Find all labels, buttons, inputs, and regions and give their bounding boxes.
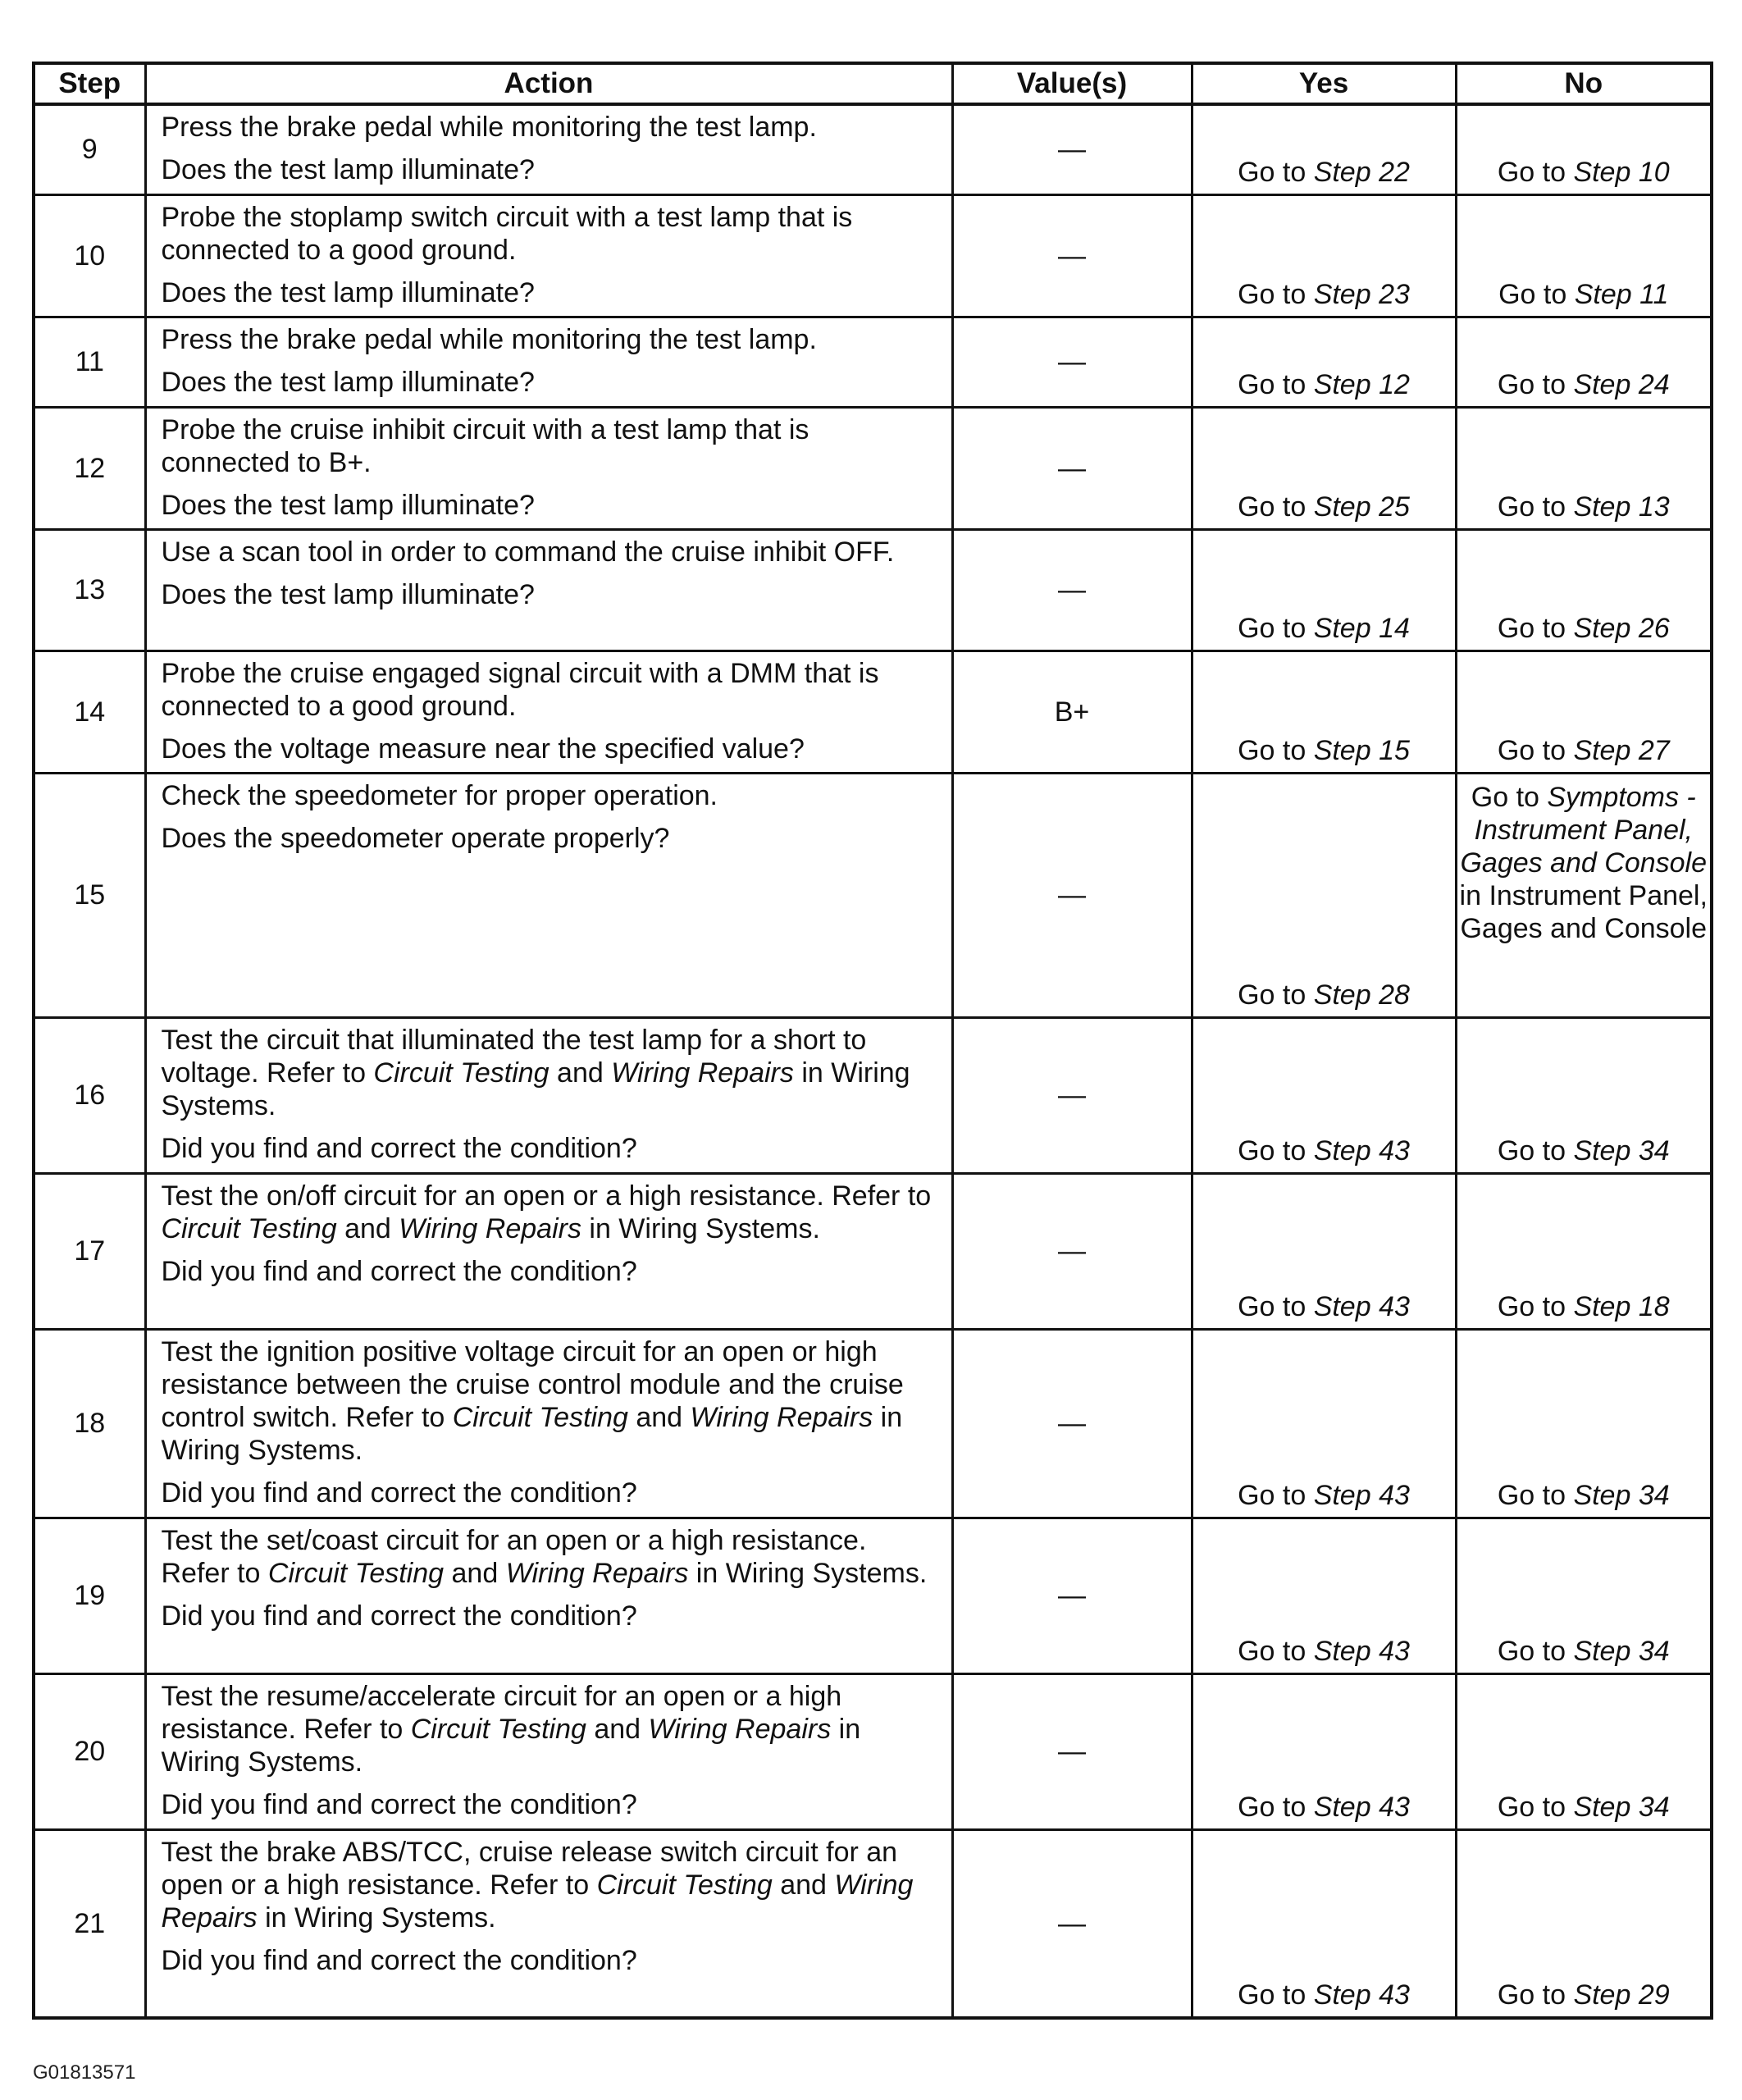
action-question: Did you find and correct the condition? bbox=[161, 1132, 637, 1164]
goto-text: Go to bbox=[1471, 781, 1548, 813]
goto-step-link[interactable]: Step 15 bbox=[1313, 734, 1410, 766]
goto-text: Go to bbox=[1238, 1290, 1314, 1322]
yes-cell bbox=[1192, 407, 1456, 529]
action-text-segment: and bbox=[627, 1401, 691, 1433]
table-row bbox=[34, 1829, 1712, 2018]
action-text bbox=[162, 1680, 940, 1778]
value-cell: — bbox=[952, 1829, 1192, 2018]
table-row bbox=[34, 194, 1712, 317]
action-question: Did you find and correct the condition? bbox=[161, 1788, 637, 1820]
step-number: 14 bbox=[34, 651, 145, 773]
action-question: Does the voltage measure near the specified value? bbox=[161, 733, 805, 765]
yes-cell bbox=[1192, 651, 1456, 773]
reference-title: Wiring Repairs bbox=[399, 1212, 581, 1244]
action-text-segment: and bbox=[444, 1557, 506, 1589]
goto-step-link[interactable]: Step 10 bbox=[1573, 156, 1670, 188]
action-text-segment: and bbox=[772, 1869, 835, 1901]
value-cell: — bbox=[952, 1173, 1192, 1329]
goto-step-link[interactable]: Step 22 bbox=[1313, 156, 1410, 188]
step-number: 17 bbox=[34, 1173, 145, 1329]
action-cell bbox=[145, 1518, 952, 1673]
action-text-segment: Press the brake pedal while monitoring the test lamp. bbox=[161, 112, 817, 143]
action-cell bbox=[145, 1329, 952, 1518]
goto-text: Go to bbox=[1238, 1791, 1314, 1823]
step-number: 9 bbox=[34, 104, 145, 194]
goto-step-link[interactable]: Step 43 bbox=[1313, 1290, 1410, 1322]
step-number: 16 bbox=[34, 1017, 145, 1173]
reference-title: Wiring Repairs bbox=[690, 1401, 873, 1433]
reference-title: Wiring Repairs bbox=[648, 1713, 832, 1745]
goto-text: Go to bbox=[1498, 278, 1575, 310]
goto-step-link[interactable]: Step 43 bbox=[1313, 1791, 1410, 1823]
table-row bbox=[34, 1017, 1712, 1173]
table-row bbox=[34, 1329, 1712, 1518]
reference-title: Circuit Testing bbox=[161, 1212, 337, 1244]
action-cell bbox=[145, 104, 952, 194]
action-text-segment: Test the on/off circuit for an open or a high resistance. Refer to bbox=[161, 1180, 932, 1212]
action-text bbox=[162, 323, 940, 356]
action-question: Did you find and correct the condition? bbox=[161, 1477, 637, 1509]
step-number: 20 bbox=[34, 1673, 145, 1829]
table-row bbox=[34, 529, 1712, 651]
action-question: Does the test lamp illuminate? bbox=[161, 489, 535, 521]
yes-cell bbox=[1192, 104, 1456, 194]
action-question: Does the test lamp illuminate? bbox=[161, 276, 535, 308]
header-yes: Yes bbox=[1192, 63, 1456, 104]
action-text-segment: Probe the stoplamp switch circuit with a test lamp that is connected to a good ground. bbox=[161, 201, 853, 266]
table-row bbox=[34, 104, 1712, 194]
action-text-segment: and bbox=[549, 1057, 612, 1089]
step-number: 11 bbox=[34, 317, 145, 407]
goto-step-link[interactable]: Step 29 bbox=[1573, 1979, 1670, 2011]
goto-reference-link[interactable]: Symptoms - Instrument Panel, Gages and Console bbox=[1460, 781, 1708, 879]
header-step: Step bbox=[34, 63, 145, 104]
action-text-segment: Press the brake pedal while monitoring the test lamp. bbox=[161, 323, 817, 355]
yes-cell bbox=[1192, 773, 1456, 1017]
goto-text: Go to bbox=[1238, 368, 1314, 400]
table-row bbox=[34, 773, 1712, 1017]
goto-step-link[interactable]: Step 34 bbox=[1573, 1134, 1670, 1166]
goto-text: Go to bbox=[1497, 368, 1574, 400]
reference-title: Wiring Repairs bbox=[611, 1057, 794, 1089]
goto-step-link[interactable]: Step 43 bbox=[1313, 1134, 1410, 1166]
figure-id: G01813571 bbox=[33, 2061, 136, 2084]
yes-cell bbox=[1192, 1173, 1456, 1329]
yes-cell bbox=[1192, 194, 1456, 317]
goto-step-link[interactable]: Step 23 bbox=[1313, 278, 1410, 310]
no-cell bbox=[1456, 194, 1712, 317]
goto-text: Go to bbox=[1238, 491, 1314, 523]
goto-step-link[interactable]: Step 14 bbox=[1313, 612, 1410, 644]
step-number: 18 bbox=[34, 1329, 145, 1518]
goto-text: in Instrument Panel, Gages and Console bbox=[1459, 879, 1708, 944]
yes-cell bbox=[1192, 529, 1456, 651]
action-text-segment: in Wiring Systems. bbox=[581, 1212, 820, 1244]
value-cell: — bbox=[952, 1329, 1192, 1518]
no-cell bbox=[1456, 104, 1712, 194]
action-text bbox=[162, 413, 940, 479]
no-cell bbox=[1456, 1518, 1712, 1673]
action-text-segment: Test the circuit that illuminated the test lamp for a short to voltage. Refer to bbox=[161, 1024, 867, 1089]
action-cell bbox=[145, 529, 952, 651]
goto-step-link[interactable]: Step 34 bbox=[1573, 1635, 1670, 1667]
value-cell: B+ bbox=[952, 651, 1192, 773]
table-row bbox=[34, 317, 1712, 407]
goto-step-link[interactable]: Step 28 bbox=[1313, 979, 1410, 1011]
no-cell bbox=[1456, 1173, 1712, 1329]
goto-step-link[interactable]: Step 34 bbox=[1573, 1479, 1670, 1511]
step-number: 13 bbox=[34, 529, 145, 651]
header-action: Action bbox=[145, 63, 952, 104]
goto-step-link[interactable]: Step 43 bbox=[1313, 1635, 1410, 1667]
goto-text: Go to bbox=[1238, 1134, 1314, 1166]
action-text bbox=[162, 201, 940, 267]
table-row bbox=[34, 651, 1712, 773]
goto-text: Go to bbox=[1497, 156, 1574, 188]
goto-text: Go to bbox=[1238, 1979, 1314, 2011]
action-cell bbox=[145, 651, 952, 773]
goto-step-link[interactable]: Step 34 bbox=[1573, 1791, 1670, 1823]
step-number: 21 bbox=[34, 1829, 145, 2018]
goto-text: Go to bbox=[1497, 1479, 1574, 1511]
action-text bbox=[162, 1335, 940, 1467]
reference-title: Circuit Testing bbox=[267, 1557, 445, 1589]
action-text-segment: Test the ignition positive voltage circuit for an open or high resistance between the cruise control module and the cruise control switch. Refer to bbox=[161, 1335, 904, 1433]
action-text-segment: in Wiring Systems. bbox=[161, 1713, 861, 1778]
goto-text: Go to bbox=[1497, 612, 1574, 644]
table-row bbox=[34, 1673, 1712, 1829]
table-body bbox=[34, 104, 1712, 2018]
yes-cell bbox=[1192, 1673, 1456, 1829]
value-cell: — bbox=[952, 1518, 1192, 1673]
goto-text: Go to bbox=[1497, 491, 1574, 523]
goto-step-link[interactable]: Step 26 bbox=[1573, 612, 1670, 644]
table-row bbox=[34, 407, 1712, 529]
step-number: 12 bbox=[34, 407, 145, 529]
action-text bbox=[162, 1524, 940, 1590]
action-text-segment: Test the resume/accelerate circuit for an open or a high resistance. Refer to bbox=[161, 1680, 842, 1745]
action-text bbox=[162, 1180, 940, 1245]
goto-text: Go to bbox=[1497, 1791, 1574, 1823]
action-cell bbox=[145, 1017, 952, 1173]
no-cell bbox=[1456, 529, 1712, 651]
action-question: Does the test lamp illuminate? bbox=[161, 366, 535, 398]
goto-text: Go to bbox=[1238, 612, 1314, 644]
value-cell: — bbox=[952, 194, 1192, 317]
step-number: 19 bbox=[34, 1518, 145, 1673]
no-cell bbox=[1456, 1329, 1712, 1518]
yes-cell bbox=[1192, 1518, 1456, 1673]
action-text-segment: and bbox=[336, 1212, 399, 1244]
goto-text: Go to bbox=[1238, 278, 1314, 310]
goto-step-link[interactable]: Step 25 bbox=[1313, 491, 1410, 523]
action-text-segment: and bbox=[586, 1713, 649, 1745]
action-text bbox=[162, 1024, 940, 1122]
yes-cell bbox=[1192, 317, 1456, 407]
goto-text: Go to bbox=[1238, 1635, 1314, 1667]
action-question: Does the test lamp illuminate? bbox=[161, 578, 535, 610]
no-cell bbox=[1456, 773, 1712, 1017]
no-cell bbox=[1456, 1673, 1712, 1829]
goto-text: Go to bbox=[1238, 979, 1314, 1011]
action-cell bbox=[145, 1829, 952, 2018]
diagnostic-table-sheet bbox=[32, 62, 1710, 2020]
no-cell bbox=[1456, 317, 1712, 407]
action-text-segment: Check the speedometer for proper operation. bbox=[161, 779, 718, 811]
action-text bbox=[162, 779, 940, 812]
value-cell: — bbox=[952, 1673, 1192, 1829]
reference-title: Circuit Testing bbox=[410, 1713, 586, 1745]
goto-text: Go to bbox=[1238, 156, 1314, 188]
action-question: Did you find and correct the condition? bbox=[161, 1600, 637, 1632]
reference-title: Circuit Testing bbox=[452, 1401, 628, 1433]
action-text-segment: Probe the cruise engaged signal circuit with a DMM that is connected to a good ground. bbox=[161, 657, 879, 722]
action-question: Does the speedometer operate properly? bbox=[161, 822, 670, 854]
goto-text: Go to bbox=[1238, 734, 1314, 766]
action-text-segment: Use a scan tool in order to command the cruise inhibit OFF. bbox=[161, 536, 895, 568]
value-cell: — bbox=[952, 317, 1192, 407]
goto-step-link[interactable]: Step 24 bbox=[1573, 368, 1670, 400]
yes-cell bbox=[1192, 1829, 1456, 2018]
goto-text: Go to bbox=[1238, 1479, 1314, 1511]
goto-step-link[interactable]: Step 13 bbox=[1573, 491, 1670, 523]
yes-cell bbox=[1192, 1017, 1456, 1173]
goto-step-link[interactable]: Step 11 bbox=[1574, 278, 1669, 310]
goto-step-link[interactable]: Step 12 bbox=[1313, 368, 1410, 400]
goto-step-link[interactable]: Step 43 bbox=[1313, 1979, 1410, 2011]
action-text bbox=[162, 1836, 940, 1934]
table-row bbox=[34, 1173, 1712, 1329]
action-text-segment: in Wiring Systems. bbox=[257, 1901, 496, 1933]
value-cell: — bbox=[952, 529, 1192, 651]
action-text bbox=[162, 111, 940, 144]
header-no: No bbox=[1456, 63, 1712, 104]
action-cell bbox=[145, 194, 952, 317]
value-cell: — bbox=[952, 104, 1192, 194]
action-text-segment: in Wiring Systems. bbox=[161, 1057, 910, 1121]
action-text-segment: Test the brake ABS/TCC, cruise release switch circuit for an open or a high resistance. Refer to bbox=[161, 1836, 898, 1901]
goto-step-link[interactable]: Step 18 bbox=[1573, 1290, 1670, 1322]
action-text-segment: Probe the cruise inhibit circuit with a test lamp that is connected to B+. bbox=[161, 413, 809, 478]
action-cell bbox=[145, 407, 952, 529]
no-cell bbox=[1456, 1017, 1712, 1173]
yes-cell bbox=[1192, 1329, 1456, 1518]
table-row bbox=[34, 1518, 1712, 1673]
action-text bbox=[162, 657, 940, 723]
table-header-row bbox=[34, 63, 1712, 104]
value-cell: — bbox=[952, 1017, 1192, 1173]
action-cell bbox=[145, 773, 952, 1017]
action-cell bbox=[145, 1173, 952, 1329]
goto-text: Go to bbox=[1497, 734, 1574, 766]
goto-text: Go to bbox=[1497, 1134, 1574, 1166]
value-cell: — bbox=[952, 407, 1192, 529]
diagnostic-table bbox=[32, 62, 1713, 2020]
value-cell: — bbox=[952, 773, 1192, 1017]
action-text-segment: in Wiring Systems. bbox=[161, 1401, 903, 1466]
action-text bbox=[162, 536, 940, 568]
action-question: Did you find and correct the condition? bbox=[161, 1944, 637, 1976]
goto-step-link[interactable]: Step 43 bbox=[1313, 1479, 1410, 1511]
reference-title: Circuit Testing bbox=[373, 1057, 550, 1089]
reference-title: Circuit Testing bbox=[596, 1869, 773, 1901]
goto-step-link[interactable]: Step 27 bbox=[1573, 734, 1670, 766]
goto-text: Go to bbox=[1497, 1290, 1574, 1322]
no-cell bbox=[1456, 651, 1712, 773]
action-question: Did you find and correct the condition? bbox=[161, 1255, 637, 1287]
action-text-segment: Test the set/coast circuit for an open or a high resistance. Refer to bbox=[161, 1524, 867, 1589]
no-cell bbox=[1456, 1829, 1712, 2018]
no-cell bbox=[1456, 407, 1712, 529]
goto-text: Go to bbox=[1497, 1979, 1574, 2011]
step-number: 10 bbox=[34, 194, 145, 317]
header-values: Value(s) bbox=[952, 63, 1192, 104]
step-number: 15 bbox=[34, 773, 145, 1017]
action-text-segment: in Wiring Systems. bbox=[688, 1557, 928, 1589]
reference-title: Wiring Repairs bbox=[161, 1869, 914, 1933]
goto-text: Go to bbox=[1497, 1635, 1574, 1667]
action-cell bbox=[145, 1673, 952, 1829]
action-question: Does the test lamp illuminate? bbox=[161, 154, 535, 185]
reference-title: Wiring Repairs bbox=[505, 1557, 689, 1589]
action-cell bbox=[145, 317, 952, 407]
